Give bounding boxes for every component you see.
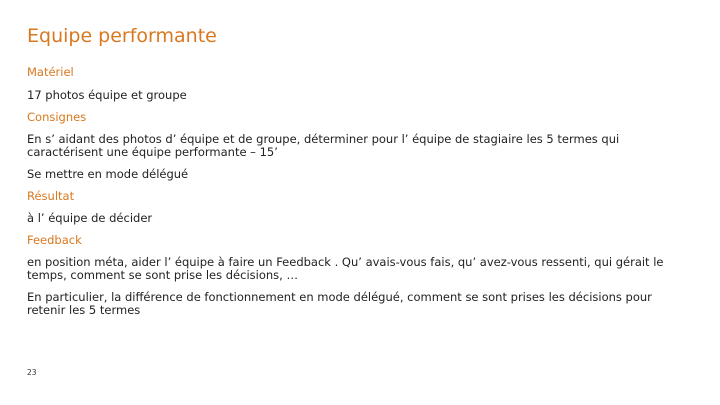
consignes-text: En s’ aidant des photos d’ équipe et de groupe, déterminer pour l’ équipe de stagiaire les 5 termes qui caractérisent une équipe performante – 15’ (27, 132, 620, 159)
consignes-heading: Consignes (27, 110, 87, 124)
materiel-text: 17 photos équipe et groupe (27, 88, 187, 102)
page-number: 23 (27, 368, 37, 377)
feedback-detail-text: En particulier, la différence de fonctionnement en mode délégué, comment se sont prises les décisions pour retenir les 5 termes (27, 290, 652, 317)
slide-title: Equipe performante (27, 25, 217, 47)
resultat-heading: Résultat (27, 189, 75, 203)
feedback-text: en position méta, aider l’ équipe à faire un Feedback . Qu’ avais-vous fais, qu’ avez-vous ressenti, qui gérait le temps, comment se sont prise les décisions, … (27, 255, 664, 282)
resultat-text: à l’ équipe de décider (27, 211, 153, 225)
slide-content (27, 66, 687, 317)
consignes-mode-text: Se mettre en mode délégué (27, 167, 189, 181)
feedback-heading: Feedback (27, 233, 82, 247)
materiel-heading: Matériel (27, 65, 74, 79)
